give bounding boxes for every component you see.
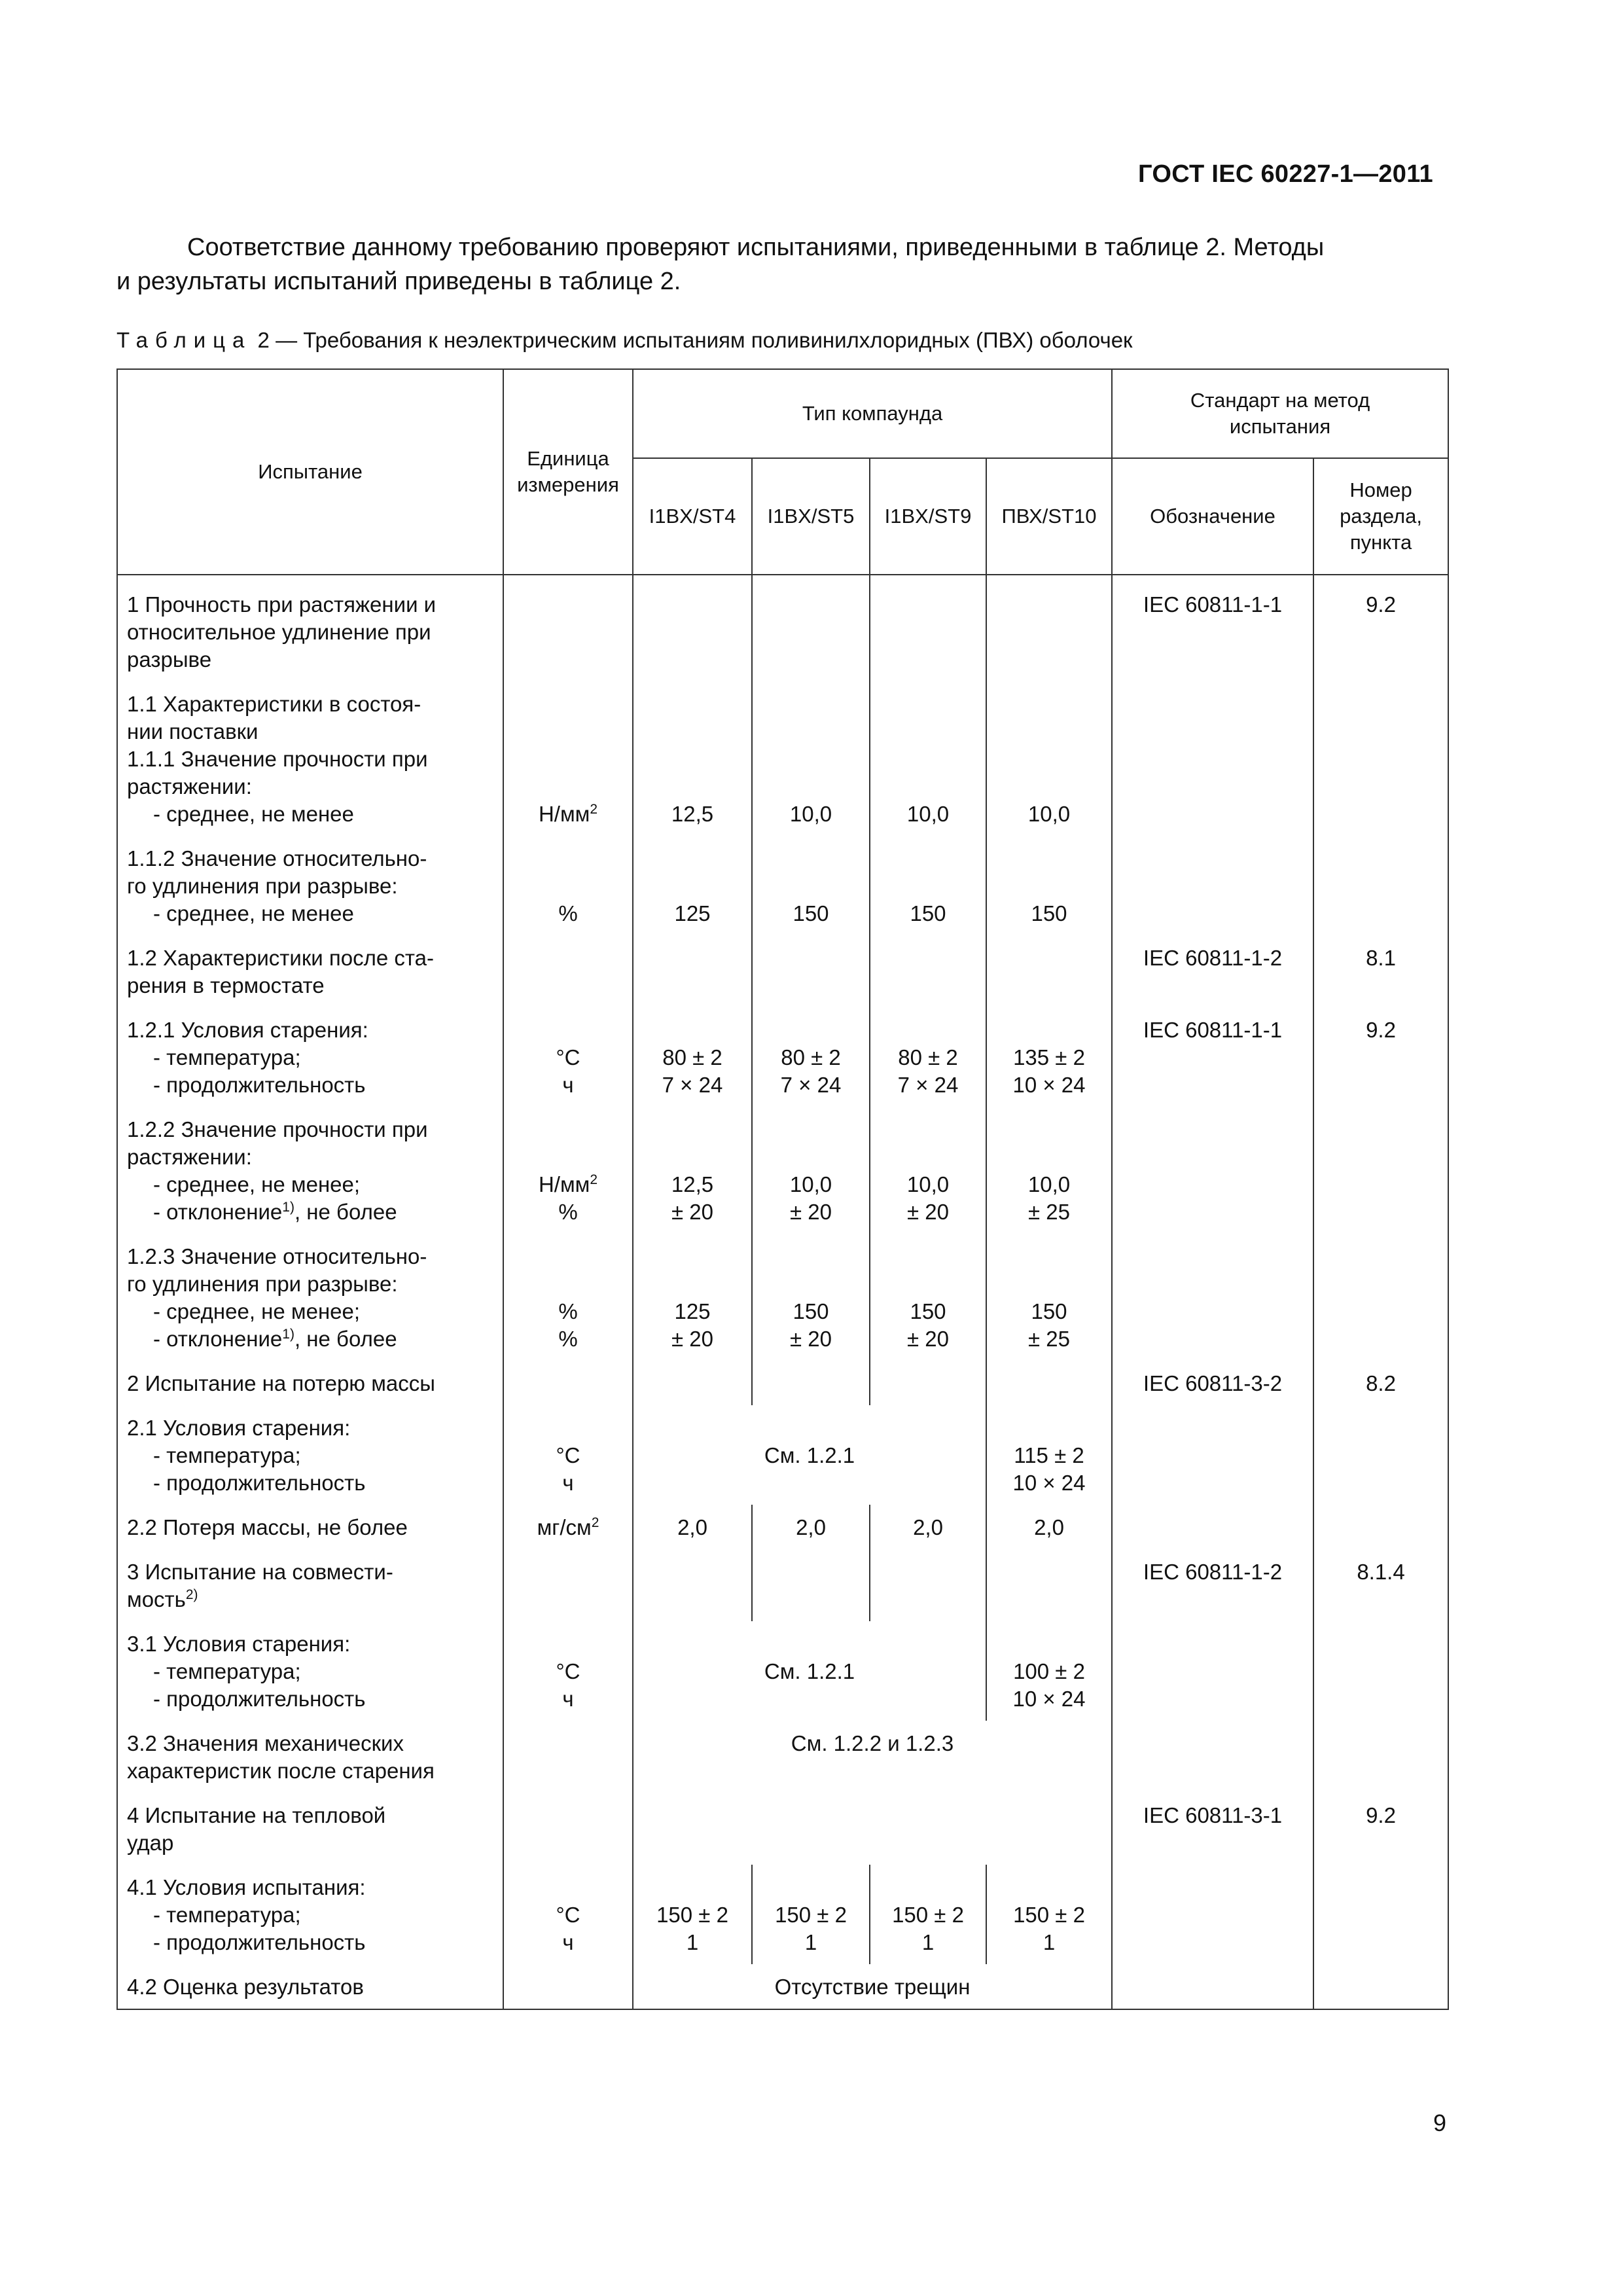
section-cell [1313,1505,1448,1549]
value-cell [752,1549,870,1621]
value-cell [986,1234,1112,1361]
value-cell [752,681,870,836]
test-text: - продолжительность [153,1930,366,1954]
footnote-ref: 1) [282,1327,294,1342]
value-text: ± 20 [671,1327,713,1351]
unit-cell [503,1721,633,1793]
header-compound-i1bx-st4: I1BX/ST4 [633,458,752,575]
unit-text: % [558,1327,578,1351]
unit-cell [503,1865,633,1964]
test-text: - температура; [153,1045,301,1069]
table-row [117,681,1448,836]
value-text: ± 20 [790,1327,832,1351]
designation-cell: IEC 60811-3-2 [1112,1361,1313,1405]
test-text: 4.1 Условия испытания: [127,1875,366,1899]
test-text [127,1325,493,1353]
value-cell-merged: См. 1.2.2 и 1.2.3 [633,1721,1112,1793]
value-cell [986,1621,1112,1721]
value-cell [633,836,752,935]
section-cell: 9.2 [1313,1793,1448,1865]
test-cell [117,1964,503,2009]
value-cell [752,1865,870,1964]
section-cell: 8.1 [1313,935,1448,1007]
value-text: 150 [910,1299,946,1323]
unit-superscript: 2 [590,1172,598,1187]
designation-cell [1112,1721,1313,1793]
test-cell [117,1549,503,1621]
test-text: - среднее, не менее; [153,1299,361,1323]
unit-cell [503,1107,633,1234]
unit-cell [503,1361,633,1405]
unit-text: °С [556,1903,580,1927]
value-text: 150 [910,901,946,925]
test-cell [117,1505,503,1549]
value-text: ± 20 [790,1200,832,1224]
unit-text: °С [556,1659,580,1683]
unit-text: ч [562,1687,574,1711]
requirements-table-wrapper [116,368,1448,2010]
test-text-part: , не более [294,1327,397,1351]
header-section-line-2: раздела, [1340,505,1422,528]
header-section-line-1: Номер [1349,478,1412,501]
standard-code: ГОСТ IEC 60227-1—2011 [1138,160,1433,188]
value-cell [986,681,1112,836]
section-cell [1313,1621,1448,1721]
header-section-number [1313,458,1448,575]
designation-cell [1112,1234,1313,1361]
value-text: 10 × 24 [1012,1687,1086,1711]
test-text-part: - отклонение [153,1327,283,1351]
intro-paragraph [116,230,1440,298]
header-unit-line-1: Единица [527,447,609,470]
value-cell [752,575,870,681]
header-compound-i1bx-st5: I1BX/ST5 [752,458,870,575]
test-text: - среднее, не менее [153,802,354,826]
test-text: 1.2.1 Условия старения: [127,1018,368,1042]
value-text: 10 × 24 [1012,1073,1086,1097]
section-cell: 8.1.4 [1313,1549,1448,1621]
value-text: 7 × 24 [897,1073,959,1097]
test-text: 1.1 Характеристики в состоя- [127,692,421,716]
designation-cell: IEC 60811-1-1 [1112,1007,1313,1107]
test-text: 1.2 Характеристики после ста- [127,946,434,970]
test-text: - продолжительность [153,1687,366,1711]
value-cell [633,1865,752,1964]
test-text: - температура; [153,1903,301,1927]
test-cell [117,1865,503,1964]
section-cell [1313,681,1448,836]
test-text: нии поставки [127,719,259,744]
header-compound-pvx-st10: ПВХ/ST10 [986,458,1112,575]
value-text: 1 [921,1930,935,1954]
test-text: удар [127,1831,174,1855]
unit-text: ч [562,1471,574,1495]
unit-text: ч [562,1930,574,1954]
test-text: - температура; [153,1443,301,1467]
table-row [117,1361,1448,1405]
test-text: мость [127,1587,186,1611]
test-cell [117,1234,503,1361]
value-text: 7 × 24 [780,1073,842,1097]
page-number: 9 [1433,2109,1446,2136]
value-cell [870,1361,986,1405]
unit-text: мг/см [537,1515,592,1539]
designation-cell [1112,1405,1313,1505]
unit-text: % [558,1200,578,1224]
value-cell [633,935,752,1007]
value-text: 135 ± 2 [1013,1045,1085,1069]
unit-text: °С [556,1045,580,1069]
value-cell [752,1007,870,1107]
value-cell [986,1865,1112,1964]
value-cell-merged: См. 1.2.1 [633,1405,986,1505]
value-cell-merged: Отсутствие трещин [633,1964,1112,2009]
test-text: 1.2.3 Значение относительно- [127,1244,427,1268]
header-standard [1112,369,1448,458]
value-cell [752,1361,870,1405]
section-cell [1313,1721,1448,1793]
value-cell-merged [633,1793,1112,1865]
unit-superscript: 2 [591,1515,599,1530]
unit-superscript: 2 [590,802,598,817]
test-text: 1.1.1 Значение прочности при [127,747,428,771]
test-text: 1.2.2 Значение прочности при [127,1117,428,1141]
value-text: 150 ± 2 [656,1903,728,1927]
value-cell [870,1549,986,1621]
value-text: 80 ± 2 [662,1045,722,1069]
test-text: 3.2 Значения механических [127,1731,404,1755]
table-row [117,1964,1448,2009]
test-text-part: , не более [294,1200,397,1224]
value-cell [633,1549,752,1621]
test-cell [117,836,503,935]
value-cell [986,1549,1112,1621]
value-text: 10 × 24 [1012,1471,1086,1495]
designation-cell [1112,836,1313,935]
value-cell: 2,0 [633,1505,752,1549]
designation-cell: IEC 60811-3-1 [1112,1793,1313,1865]
test-cell [117,1107,503,1234]
test-text: 2.1 Условия старения: [127,1416,351,1440]
test-text: 3 Испытание на совмести- [127,1560,393,1584]
footnote-ref: 1) [282,1200,294,1215]
value-cell [870,836,986,935]
value-text: 150 [1031,901,1067,925]
test-text [127,1198,493,1226]
table-row [117,1007,1448,1107]
value-cell [870,1007,986,1107]
test-text: 4.2 Оценка результатов [127,1975,364,1999]
value-text: 1 [1043,1930,1056,1954]
value-text: 80 ± 2 [898,1045,958,1069]
value-text: 1 [804,1930,817,1954]
test-text: разрыве [127,647,212,672]
value-cell [870,1107,986,1234]
value-text: 125 [674,1299,711,1323]
header-section-line-3: пункта [1349,531,1412,554]
value-text: ± 25 [1028,1200,1070,1224]
unit-cell [503,1234,633,1361]
value-text: 10,0 [1027,802,1071,826]
designation-cell [1112,1865,1313,1964]
table-caption [116,327,1133,353]
value-cell: 2,0 [986,1505,1112,1549]
value-cell: 2,0 [870,1505,986,1549]
test-text: 2 Испытание на потерю массы [127,1371,435,1395]
test-text: го удлинения при разрыве: [127,874,398,898]
section-cell [1313,1865,1448,1964]
table-row [117,1234,1448,1361]
table-row [117,575,1448,681]
test-cell [117,1405,503,1505]
value-cell [986,575,1112,681]
value-cell [870,1865,986,1964]
value-cell [870,681,986,836]
test-text: - среднее, не менее [153,901,354,925]
unit-text: °С [556,1443,580,1467]
test-text: - температура; [153,1659,301,1683]
value-cell-merged: См. 1.2.1 [633,1621,986,1721]
unit-cell [503,1621,633,1721]
unit-text: % [558,901,578,925]
value-cell [752,1234,870,1361]
value-text: 7 × 24 [662,1073,723,1097]
unit-cell [503,935,633,1007]
table-row [117,935,1448,1007]
test-text: растяжении: [127,774,252,798]
unit-text: Н/мм [538,802,590,826]
designation-cell [1112,681,1313,836]
value-cell [986,1361,1112,1405]
value-text: 150 ± 2 [892,1903,964,1927]
value-text: ± 25 [1028,1327,1070,1351]
footnote-ref: 2) [185,1587,198,1602]
test-cell [117,575,503,681]
value-text: 10,0 [906,802,950,826]
header-standard-line-1: Стандарт на метод [1190,389,1370,412]
unit-text: % [558,1299,578,1323]
designation-cell: IEC 60811-1-1 [1112,575,1313,681]
unit-cell [503,1549,633,1621]
test-cell [117,1361,503,1405]
header-unit [503,369,633,575]
value-text: 150 ± 2 [1013,1903,1085,1927]
value-cell [633,1234,752,1361]
table-caption-text: 2 — Требования к неэлектрическим испытаниям поливинилхлоридных (ПВХ) оболочек [251,328,1133,352]
value-text: 125 [674,901,711,925]
test-cell [117,1793,503,1865]
value-text: 10,0 [1027,1172,1071,1196]
designation-cell [1112,1964,1313,2009]
value-text: 115 ± 2 [1014,1443,1084,1467]
test-text: рения в термостате [127,973,325,997]
test-text: - среднее, не менее; [153,1172,361,1196]
value-cell [633,1107,752,1234]
test-cell [117,1721,503,1793]
value-cell [633,1361,752,1405]
intro-text-line-2: и результаты испытаний приведены в таблице 2. [116,268,681,295]
section-cell [1313,1405,1448,1505]
table-row [117,1405,1448,1505]
intro-text-line-1: Соответствие данному требованию проверяют испытаниями, приведенными в таблице 2. Методы [187,234,1325,261]
table-row [117,1549,1448,1621]
table-row [117,1621,1448,1721]
section-cell: 8.2 [1313,1361,1448,1405]
header-compound-type: Тип компаунда [633,369,1112,458]
designation-cell [1112,1505,1313,1549]
value-cell [986,836,1112,935]
value-cell [633,575,752,681]
section-cell [1313,1234,1448,1361]
section-cell [1313,1107,1448,1234]
unit-cell [503,1505,633,1549]
value-cell [870,575,986,681]
header-test: Испытание [117,369,503,575]
unit-cell [503,1793,633,1865]
section-cell [1313,836,1448,935]
test-text: - продолжительность [153,1073,366,1097]
value-text: 100 ± 2 [1013,1659,1085,1683]
test-text: относительное удлинение при [127,620,431,644]
value-text: 150 [793,901,829,925]
value-text: 10,0 [906,1172,950,1196]
value-text: ± 20 [907,1327,949,1351]
test-text: характеристик после старения [127,1759,435,1783]
unit-cell [503,681,633,836]
value-text: 12,5 [671,802,714,826]
value-cell [633,681,752,836]
designation-cell: IEC 60811-1-2 [1112,1549,1313,1621]
value-cell [752,935,870,1007]
value-text: 80 ± 2 [781,1045,841,1069]
table-row [117,1865,1448,1964]
test-text: - продолжительность [153,1471,366,1495]
header-standard-line-2: испытания [1229,415,1331,438]
header-designation: Обозначение [1112,458,1313,575]
unit-text: Н/мм [538,1172,590,1196]
table-row [117,1721,1448,1793]
test-text: 1.1.2 Значение относительно- [127,846,427,870]
unit-cell [503,836,633,935]
section-cell: 9.2 [1313,1007,1448,1107]
requirements-table [116,368,1449,2010]
value-text: 1 [686,1930,699,1954]
test-text: растяжении: [127,1145,252,1169]
value-cell [986,1107,1112,1234]
value-cell: 2,0 [752,1505,870,1549]
table-row [117,1107,1448,1234]
table-row [117,836,1448,935]
test-text-part: - отклонение [153,1200,283,1224]
value-cell [986,1405,1112,1505]
designation-cell: IEC 60811-1-2 [1112,935,1313,1007]
value-cell [986,1007,1112,1107]
value-text: ± 20 [907,1200,949,1224]
test-text: 3.1 Условия старения: [127,1632,351,1656]
test-cell [117,1621,503,1721]
value-cell [870,935,986,1007]
test-text: 1 Прочность при растяжении и [127,592,437,617]
test-cell [117,681,503,836]
unit-cell [503,1964,633,2009]
value-text: 150 ± 2 [775,1903,847,1927]
value-text: ± 20 [671,1200,713,1224]
value-cell [752,836,870,935]
value-cell [870,1234,986,1361]
table-row [117,1793,1448,1865]
unit-text: ч [562,1073,574,1097]
section-cell: 9.2 [1313,575,1448,681]
value-text: 150 [793,1299,829,1323]
header-unit-line-2: измерения [517,473,619,496]
designation-cell [1112,1621,1313,1721]
test-cell [117,1007,503,1107]
test-cell [117,935,503,1007]
unit-cell [503,575,633,681]
value-text: 12,5 [671,1172,714,1196]
table-row [117,1505,1448,1549]
header-compound-i1bx-st9: I1BX/ST9 [870,458,986,575]
test-text: 2.2 Потеря массы, не более [127,1515,408,1539]
test-text: 4 Испытание на тепловой [127,1803,386,1827]
value-text: 10,0 [789,1172,832,1196]
section-cell [1313,1964,1448,2009]
designation-cell [1112,1107,1313,1234]
table-caption-label: Таблица [116,328,252,352]
value-text: 150 [1031,1299,1067,1323]
value-cell [986,935,1112,1007]
value-text: 10,0 [789,802,832,826]
unit-cell [503,1405,633,1505]
value-cell [752,1107,870,1234]
unit-cell [503,1007,633,1107]
value-cell [633,1007,752,1107]
test-text: го удлинения при разрыве: [127,1272,398,1296]
